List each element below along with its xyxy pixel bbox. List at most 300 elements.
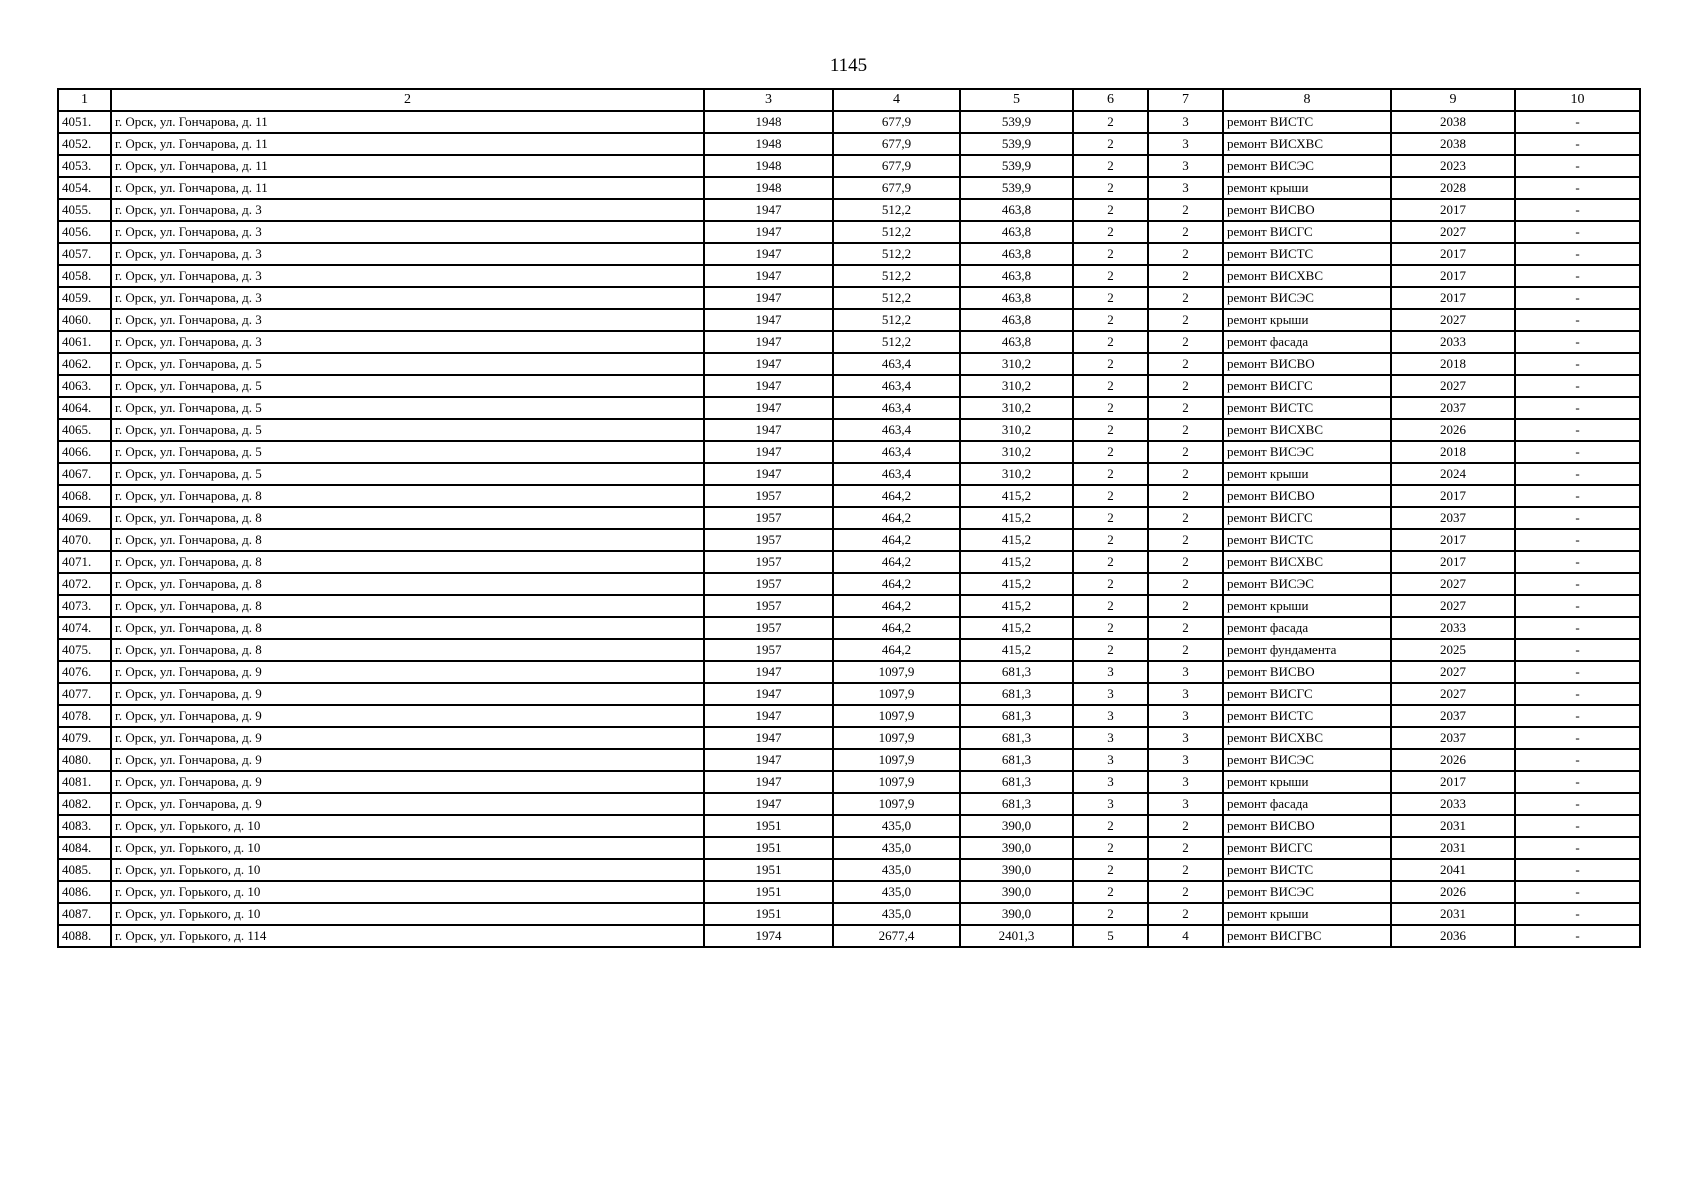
table-cell-col-3: 1951	[704, 815, 833, 837]
table-cell-col-1: 4081.	[58, 771, 111, 793]
table-cell-col-10: -	[1515, 111, 1640, 133]
table-cell-col-4: 512,2	[833, 309, 960, 331]
table-cell-col-10: -	[1515, 199, 1640, 221]
table-cell-col-1: 4084.	[58, 837, 111, 859]
table-cell-col-7: 2	[1148, 199, 1223, 221]
table-cell-col-10: -	[1515, 727, 1640, 749]
table-cell-col-5: 390,0	[960, 903, 1073, 925]
table-cell-col-1: 4069.	[58, 507, 111, 529]
table-cell-col-7: 3	[1148, 177, 1223, 199]
table-cell-col-6: 2	[1073, 111, 1148, 133]
table-cell-col-8: ремонт ВИСГС	[1223, 375, 1391, 397]
table-cell-col-5: 415,2	[960, 529, 1073, 551]
table-row	[58, 221, 1640, 243]
table-cell-col-8: ремонт ВИСГС	[1223, 837, 1391, 859]
table-cell-col-9: 2028	[1391, 177, 1515, 199]
table-cell-col-3: 1957	[704, 639, 833, 661]
table-cell-col-1: 4051.	[58, 111, 111, 133]
table-cell-col-1: 4063.	[58, 375, 111, 397]
table-cell-col-3: 1951	[704, 859, 833, 881]
table-cell-col-4: 677,9	[833, 111, 960, 133]
table-cell-col-3: 1957	[704, 507, 833, 529]
table-cell-col-1: 4083.	[58, 815, 111, 837]
table-cell-col-2: г. Орск, ул. Гончарова, д. 8	[111, 639, 704, 661]
table-cell-col-7: 3	[1148, 683, 1223, 705]
table-cell-col-8: ремонт ВИСЭС	[1223, 749, 1391, 771]
table-row	[58, 309, 1640, 331]
table-cell-col-3: 1947	[704, 287, 833, 309]
table-cell-col-9: 2037	[1391, 705, 1515, 727]
table-cell-col-4: 435,0	[833, 837, 960, 859]
table-cell-col-10: -	[1515, 287, 1640, 309]
table-cell-col-10: -	[1515, 925, 1640, 947]
table-cell-col-9: 2027	[1391, 309, 1515, 331]
table-cell-col-4: 1097,9	[833, 793, 960, 815]
table-cell-col-6: 2	[1073, 815, 1148, 837]
column-header-1: 1	[58, 89, 111, 111]
table-cell-col-6: 3	[1073, 727, 1148, 749]
table-cell-col-6: 2	[1073, 155, 1148, 177]
table-cell-col-3: 1947	[704, 683, 833, 705]
table-cell-col-5: 415,2	[960, 573, 1073, 595]
table-cell-col-5: 310,2	[960, 353, 1073, 375]
table-cell-col-8: ремонт фасада	[1223, 331, 1391, 353]
table-cell-col-8: ремонт ВИСЭС	[1223, 881, 1391, 903]
table-cell-col-1: 4064.	[58, 397, 111, 419]
table-cell-col-7: 2	[1148, 243, 1223, 265]
table-cell-col-9: 2038	[1391, 111, 1515, 133]
table-cell-col-5: 310,2	[960, 441, 1073, 463]
table-cell-col-2: г. Орск, ул. Гончарова, д. 5	[111, 419, 704, 441]
table-cell-col-6: 2	[1073, 353, 1148, 375]
table-row	[58, 529, 1640, 551]
table-header-row	[58, 89, 1640, 111]
table-cell-col-2: г. Орск, ул. Гончарова, д. 3	[111, 331, 704, 353]
table-cell-col-10: -	[1515, 463, 1640, 485]
table-cell-col-7: 3	[1148, 133, 1223, 155]
table-cell-col-4: 1097,9	[833, 661, 960, 683]
table-cell-col-6: 2	[1073, 397, 1148, 419]
table-cell-col-9: 2033	[1391, 793, 1515, 815]
table-cell-col-7: 2	[1148, 881, 1223, 903]
table-cell-col-1: 4087.	[58, 903, 111, 925]
table-cell-col-4: 512,2	[833, 331, 960, 353]
table-cell-col-9: 2017	[1391, 243, 1515, 265]
table-cell-col-10: -	[1515, 397, 1640, 419]
table-cell-col-3: 1947	[704, 375, 833, 397]
table-cell-col-8: ремонт ВИСХВС	[1223, 727, 1391, 749]
table-cell-col-9: 2031	[1391, 903, 1515, 925]
table-cell-col-2: г. Орск, ул. Гончарова, д. 3	[111, 221, 704, 243]
table-cell-col-9: 2024	[1391, 463, 1515, 485]
table-cell-col-7: 2	[1148, 551, 1223, 573]
table-cell-col-6: 2	[1073, 573, 1148, 595]
table-cell-col-9: 2038	[1391, 133, 1515, 155]
table-cell-col-9: 2027	[1391, 683, 1515, 705]
table-cell-col-1: 4054.	[58, 177, 111, 199]
table-cell-col-1: 4062.	[58, 353, 111, 375]
table-cell-col-1: 4067.	[58, 463, 111, 485]
table-cell-col-10: -	[1515, 771, 1640, 793]
table-cell-col-1: 4076.	[58, 661, 111, 683]
table-cell-col-8: ремонт крыши	[1223, 903, 1391, 925]
table-cell-col-7: 4	[1148, 925, 1223, 947]
table-cell-col-10: -	[1515, 639, 1640, 661]
table-cell-col-1: 4071.	[58, 551, 111, 573]
table-cell-col-3: 1947	[704, 463, 833, 485]
table-cell-col-1: 4074.	[58, 617, 111, 639]
table-row	[58, 793, 1640, 815]
table-cell-col-9: 2027	[1391, 375, 1515, 397]
table-cell-col-1: 4080.	[58, 749, 111, 771]
table-cell-col-8: ремонт ВИСГС	[1223, 507, 1391, 529]
table-cell-col-9: 2018	[1391, 441, 1515, 463]
table-cell-col-4: 1097,9	[833, 683, 960, 705]
table-row	[58, 551, 1640, 573]
table-cell-col-4: 512,2	[833, 265, 960, 287]
table-cell-col-1: 4077.	[58, 683, 111, 705]
table-cell-col-6: 2	[1073, 221, 1148, 243]
table-cell-col-6: 2	[1073, 287, 1148, 309]
table-cell-col-8: ремонт крыши	[1223, 771, 1391, 793]
table-cell-col-1: 4058.	[58, 265, 111, 287]
table-cell-col-3: 1947	[704, 309, 833, 331]
table-cell-col-8: ремонт фасада	[1223, 617, 1391, 639]
table-cell-col-2: г. Орск, ул. Гончарова, д. 3	[111, 243, 704, 265]
table-cell-col-7: 2	[1148, 397, 1223, 419]
table-cell-col-5: 463,8	[960, 287, 1073, 309]
table-row	[58, 749, 1640, 771]
table-cell-col-7: 2	[1148, 375, 1223, 397]
table-cell-col-5: 310,2	[960, 419, 1073, 441]
table-cell-col-4: 512,2	[833, 243, 960, 265]
table-cell-col-9: 2027	[1391, 221, 1515, 243]
table-cell-col-3: 1957	[704, 529, 833, 551]
table-cell-col-9: 2041	[1391, 859, 1515, 881]
table-cell-col-1: 4055.	[58, 199, 111, 221]
table-cell-col-4: 463,4	[833, 353, 960, 375]
table-cell-col-8: ремонт ВИСГВС	[1223, 925, 1391, 947]
table-cell-col-8: ремонт крыши	[1223, 595, 1391, 617]
table-cell-col-2: г. Орск, ул. Горького, д. 10	[111, 859, 704, 881]
table-cell-col-2: г. Орск, ул. Гончарова, д. 5	[111, 441, 704, 463]
table-cell-col-3: 1947	[704, 793, 833, 815]
table-cell-col-9: 2027	[1391, 661, 1515, 683]
table-cell-col-10: -	[1515, 617, 1640, 639]
table-cell-col-10: -	[1515, 331, 1640, 353]
table-cell-col-1: 4056.	[58, 221, 111, 243]
table-cell-col-6: 2	[1073, 177, 1148, 199]
table-cell-col-8: ремонт ВИСВО	[1223, 199, 1391, 221]
table-cell-col-9: 2037	[1391, 507, 1515, 529]
table-cell-col-7: 2	[1148, 485, 1223, 507]
table-cell-col-6: 2	[1073, 529, 1148, 551]
table-cell-col-1: 4082.	[58, 793, 111, 815]
table-cell-col-5: 390,0	[960, 881, 1073, 903]
table-cell-col-8: ремонт крыши	[1223, 309, 1391, 331]
table-cell-col-4: 464,2	[833, 507, 960, 529]
table-cell-col-3: 1947	[704, 353, 833, 375]
table-cell-col-7: 2	[1148, 265, 1223, 287]
table-cell-col-9: 2036	[1391, 925, 1515, 947]
table-row	[58, 199, 1640, 221]
table-cell-col-8: ремонт ВИСГС	[1223, 683, 1391, 705]
table-cell-col-4: 464,2	[833, 573, 960, 595]
table-cell-col-5: 681,3	[960, 771, 1073, 793]
table-cell-col-4: 1097,9	[833, 727, 960, 749]
table-cell-col-9: 2026	[1391, 419, 1515, 441]
table-cell-col-3: 1947	[704, 441, 833, 463]
table-row	[58, 881, 1640, 903]
table-cell-col-4: 464,2	[833, 485, 960, 507]
table-cell-col-4: 435,0	[833, 859, 960, 881]
table-cell-col-5: 390,0	[960, 815, 1073, 837]
table-cell-col-8: ремонт ВИСВО	[1223, 815, 1391, 837]
column-header-7: 7	[1148, 89, 1223, 111]
table-row	[58, 573, 1640, 595]
table-cell-col-6: 3	[1073, 749, 1148, 771]
table-cell-col-3: 1957	[704, 485, 833, 507]
table-cell-col-2: г. Орск, ул. Гончарова, д. 3	[111, 265, 704, 287]
table-row	[58, 441, 1640, 463]
table-cell-col-7: 2	[1148, 903, 1223, 925]
table-cell-col-7: 2	[1148, 353, 1223, 375]
table-cell-col-3: 1947	[704, 221, 833, 243]
table-row	[58, 485, 1640, 507]
table-cell-col-10: -	[1515, 507, 1640, 529]
table-cell-col-10: -	[1515, 903, 1640, 925]
table-cell-col-10: -	[1515, 133, 1640, 155]
table-cell-col-4: 677,9	[833, 155, 960, 177]
table-cell-col-6: 3	[1073, 705, 1148, 727]
table-cell-col-7: 2	[1148, 859, 1223, 881]
table-cell-col-3: 1947	[704, 727, 833, 749]
table-cell-col-9: 2026	[1391, 881, 1515, 903]
table-cell-col-5: 2401,3	[960, 925, 1073, 947]
table-cell-col-5: 310,2	[960, 375, 1073, 397]
table-cell-col-7: 2	[1148, 617, 1223, 639]
table-cell-col-8: ремонт ВИСТС	[1223, 529, 1391, 551]
table-cell-col-7: 2	[1148, 331, 1223, 353]
table-cell-col-9: 2017	[1391, 199, 1515, 221]
table-cell-col-6: 2	[1073, 859, 1148, 881]
table-cell-col-6: 3	[1073, 793, 1148, 815]
table-cell-col-7: 3	[1148, 771, 1223, 793]
table-cell-col-10: -	[1515, 375, 1640, 397]
table-cell-col-8: ремонт фундамента	[1223, 639, 1391, 661]
table-cell-col-8: ремонт ВИСЭС	[1223, 155, 1391, 177]
table-cell-col-6: 2	[1073, 265, 1148, 287]
table-row	[58, 353, 1640, 375]
table-row	[58, 639, 1640, 661]
table-cell-col-8: ремонт ВИСТС	[1223, 243, 1391, 265]
table-cell-col-6: 2	[1073, 331, 1148, 353]
table-cell-col-9: 2018	[1391, 353, 1515, 375]
table-cell-col-1: 4068.	[58, 485, 111, 507]
table-cell-col-9: 2031	[1391, 815, 1515, 837]
table-cell-col-4: 435,0	[833, 903, 960, 925]
table-cell-col-7: 2	[1148, 419, 1223, 441]
table-cell-col-5: 415,2	[960, 595, 1073, 617]
table-cell-col-9: 2023	[1391, 155, 1515, 177]
table-cell-col-3: 1951	[704, 903, 833, 925]
table-row	[58, 595, 1640, 617]
table-cell-col-8: ремонт ВИСТС	[1223, 705, 1391, 727]
table-cell-col-5: 463,8	[960, 199, 1073, 221]
table-cell-col-2: г. Орск, ул. Гончарова, д. 11	[111, 133, 704, 155]
table-cell-col-4: 512,2	[833, 199, 960, 221]
table-row	[58, 463, 1640, 485]
table-cell-col-3: 1948	[704, 155, 833, 177]
data-table	[57, 88, 1641, 948]
table-cell-col-7: 2	[1148, 837, 1223, 859]
table-cell-col-6: 2	[1073, 881, 1148, 903]
table-cell-col-2: г. Орск, ул. Гончарова, д. 9	[111, 705, 704, 727]
table-cell-col-10: -	[1515, 265, 1640, 287]
table-cell-col-5: 463,8	[960, 331, 1073, 353]
table-cell-col-8: ремонт крыши	[1223, 463, 1391, 485]
table-cell-col-1: 4086.	[58, 881, 111, 903]
table-cell-col-1: 4070.	[58, 529, 111, 551]
table-cell-col-2: г. Орск, ул. Гончарова, д. 3	[111, 287, 704, 309]
table-cell-col-2: г. Орск, ул. Гончарова, д. 5	[111, 353, 704, 375]
table-body	[58, 111, 1640, 947]
table-cell-col-6: 2	[1073, 485, 1148, 507]
table-cell-col-10: -	[1515, 661, 1640, 683]
table-cell-col-4: 463,4	[833, 441, 960, 463]
table-cell-col-3: 1947	[704, 661, 833, 683]
table-cell-col-10: -	[1515, 881, 1640, 903]
table-cell-col-3: 1947	[704, 749, 833, 771]
table-cell-col-1: 4057.	[58, 243, 111, 265]
table-cell-col-3: 1951	[704, 881, 833, 903]
table-cell-col-3: 1951	[704, 837, 833, 859]
table-cell-col-10: -	[1515, 419, 1640, 441]
table-cell-col-6: 2	[1073, 309, 1148, 331]
table-cell-col-10: -	[1515, 485, 1640, 507]
column-header-2: 2	[111, 89, 704, 111]
table-cell-col-5: 539,9	[960, 133, 1073, 155]
table-cell-col-5: 390,0	[960, 859, 1073, 881]
table-cell-col-1: 4059.	[58, 287, 111, 309]
table-cell-col-9: 2017	[1391, 551, 1515, 573]
table-cell-col-8: ремонт ВИСХВС	[1223, 265, 1391, 287]
table-cell-col-8: ремонт ВИСГС	[1223, 221, 1391, 243]
table-cell-col-5: 310,2	[960, 463, 1073, 485]
table-cell-col-6: 2	[1073, 463, 1148, 485]
table-cell-col-2: г. Орск, ул. Гончарова, д. 5	[111, 397, 704, 419]
table-cell-col-3: 1947	[704, 419, 833, 441]
table-cell-col-3: 1948	[704, 177, 833, 199]
table-row	[58, 837, 1640, 859]
table-cell-col-7: 2	[1148, 595, 1223, 617]
table-cell-col-3: 1948	[704, 111, 833, 133]
table-cell-col-1: 4053.	[58, 155, 111, 177]
table-cell-col-2: г. Орск, ул. Гончарова, д. 3	[111, 309, 704, 331]
table-cell-col-2: г. Орск, ул. Горького, д. 10	[111, 815, 704, 837]
table-cell-col-3: 1947	[704, 331, 833, 353]
table-cell-col-4: 464,2	[833, 639, 960, 661]
table-cell-col-10: -	[1515, 837, 1640, 859]
table-cell-col-7: 2	[1148, 287, 1223, 309]
table-cell-col-1: 4088.	[58, 925, 111, 947]
table-cell-col-8: ремонт ВИСЭС	[1223, 287, 1391, 309]
table-cell-col-4: 512,2	[833, 287, 960, 309]
table-row	[58, 859, 1640, 881]
table-cell-col-2: г. Орск, ул. Гончарова, д. 8	[111, 529, 704, 551]
table-cell-col-8: ремонт ВИСХВС	[1223, 419, 1391, 441]
table-cell-col-2: г. Орск, ул. Горького, д. 10	[111, 881, 704, 903]
table-cell-col-7: 3	[1148, 727, 1223, 749]
table-cell-col-5: 415,2	[960, 617, 1073, 639]
table-row	[58, 155, 1640, 177]
table-cell-col-7: 3	[1148, 155, 1223, 177]
table-row	[58, 419, 1640, 441]
table-cell-col-10: -	[1515, 221, 1640, 243]
table-cell-col-5: 681,3	[960, 793, 1073, 815]
table-row	[58, 815, 1640, 837]
table-cell-col-1: 4075.	[58, 639, 111, 661]
table-cell-col-8: ремонт ВИСВО	[1223, 661, 1391, 683]
table-cell-col-2: г. Орск, ул. Гончарова, д. 8	[111, 551, 704, 573]
table-cell-col-10: -	[1515, 177, 1640, 199]
table-cell-col-10: -	[1515, 529, 1640, 551]
table-cell-col-8: ремонт ВИСВО	[1223, 353, 1391, 375]
table-cell-col-10: -	[1515, 705, 1640, 727]
table-cell-col-7: 3	[1148, 749, 1223, 771]
table-cell-col-8: ремонт крыши	[1223, 177, 1391, 199]
table-cell-col-3: 1947	[704, 199, 833, 221]
table-row	[58, 661, 1640, 683]
table-cell-col-7: 3	[1148, 705, 1223, 727]
table-cell-col-6: 2	[1073, 419, 1148, 441]
table-cell-col-5: 463,8	[960, 221, 1073, 243]
table-cell-col-3: 1947	[704, 243, 833, 265]
table-cell-col-7: 2	[1148, 441, 1223, 463]
table-cell-col-8: ремонт ВИСВО	[1223, 485, 1391, 507]
table-cell-col-2: г. Орск, ул. Гончарова, д. 8	[111, 507, 704, 529]
table-cell-col-2: г. Орск, ул. Горького, д. 114	[111, 925, 704, 947]
table-cell-col-9: 2031	[1391, 837, 1515, 859]
table-cell-col-7: 2	[1148, 815, 1223, 837]
table-cell-col-4: 435,0	[833, 815, 960, 837]
table-cell-col-7: 3	[1148, 111, 1223, 133]
table-cell-col-1: 4072.	[58, 573, 111, 595]
table-cell-col-3: 1948	[704, 133, 833, 155]
table-cell-col-9: 2017	[1391, 265, 1515, 287]
table-cell-col-3: 1947	[704, 705, 833, 727]
table-cell-col-10: -	[1515, 441, 1640, 463]
table-cell-col-4: 463,4	[833, 375, 960, 397]
table-cell-col-10: -	[1515, 595, 1640, 617]
page-number: 1145	[829, 55, 868, 76]
table-cell-col-6: 2	[1073, 617, 1148, 639]
column-header-5: 5	[960, 89, 1073, 111]
table-cell-col-6: 2	[1073, 199, 1148, 221]
table-cell-col-6: 2	[1073, 639, 1148, 661]
table-cell-col-3: 1974	[704, 925, 833, 947]
table-cell-col-10: -	[1515, 793, 1640, 815]
table-cell-col-10: -	[1515, 815, 1640, 837]
table-cell-col-2: г. Орск, ул. Гончарова, д. 9	[111, 683, 704, 705]
table-cell-col-5: 415,2	[960, 639, 1073, 661]
table-cell-col-8: ремонт ВИСХВС	[1223, 551, 1391, 573]
table-row	[58, 727, 1640, 749]
table-cell-col-1: 4079.	[58, 727, 111, 749]
table-row	[58, 133, 1640, 155]
table-cell-col-9: 2017	[1391, 485, 1515, 507]
column-header-4: 4	[833, 89, 960, 111]
